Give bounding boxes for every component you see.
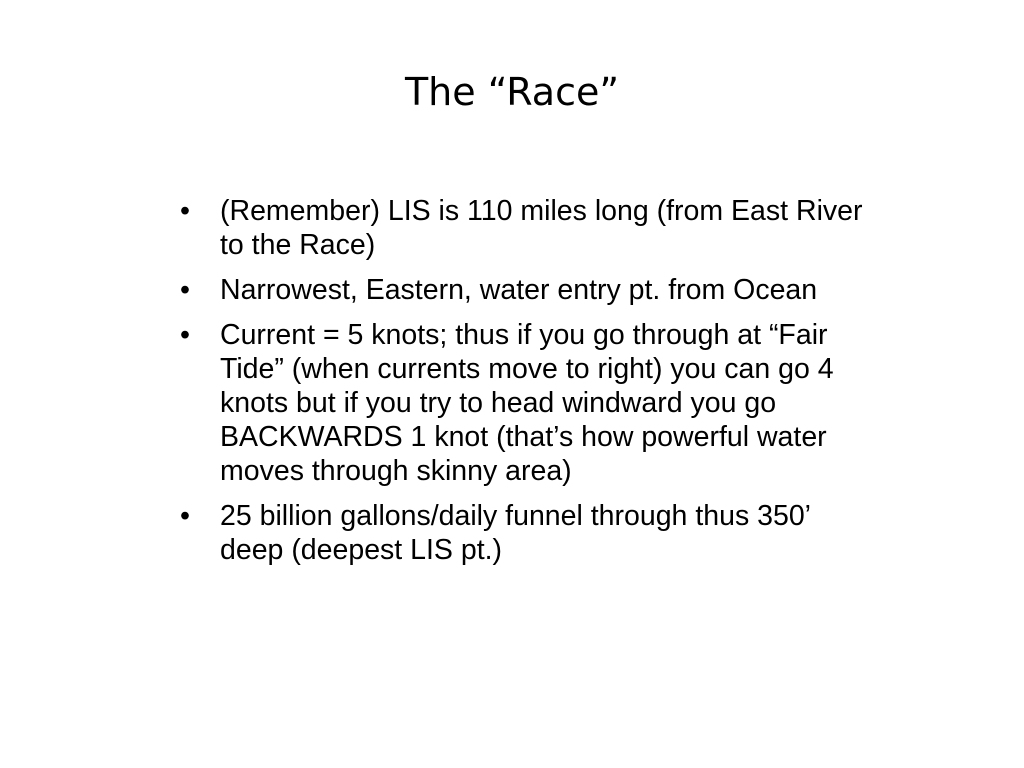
bullet-list — [180, 194, 870, 578]
bullet-icon: • — [180, 500, 190, 532]
bullet-icon: • — [180, 319, 190, 351]
bullet-text: Narrowest, Eastern, water entry pt. from Ocean — [220, 274, 818, 306]
bullet-item — [180, 194, 870, 262]
bullet-text: 25 billion gallons/daily funnel through thus 350’ deep (deepest LIS pt.) — [220, 500, 810, 566]
bullet-text: (Remember) LIS is 110 miles long (from East River to the Race) — [220, 195, 863, 261]
bullet-icon: • — [180, 195, 190, 227]
bullet-text: Current = 5 knots; thus if you go through at “Fair Tide” (when currents move to right) you can go 4 knots but if you try to head windward you go BACKWARDS 1 knot (that’s how powerful water moves through skinny area) — [220, 319, 834, 487]
bullet-item — [180, 499, 870, 567]
slide-title: The “Race” — [404, 70, 620, 114]
bullet-icon: • — [180, 274, 190, 306]
bullet-item — [180, 273, 870, 307]
bullet-item — [180, 318, 870, 488]
